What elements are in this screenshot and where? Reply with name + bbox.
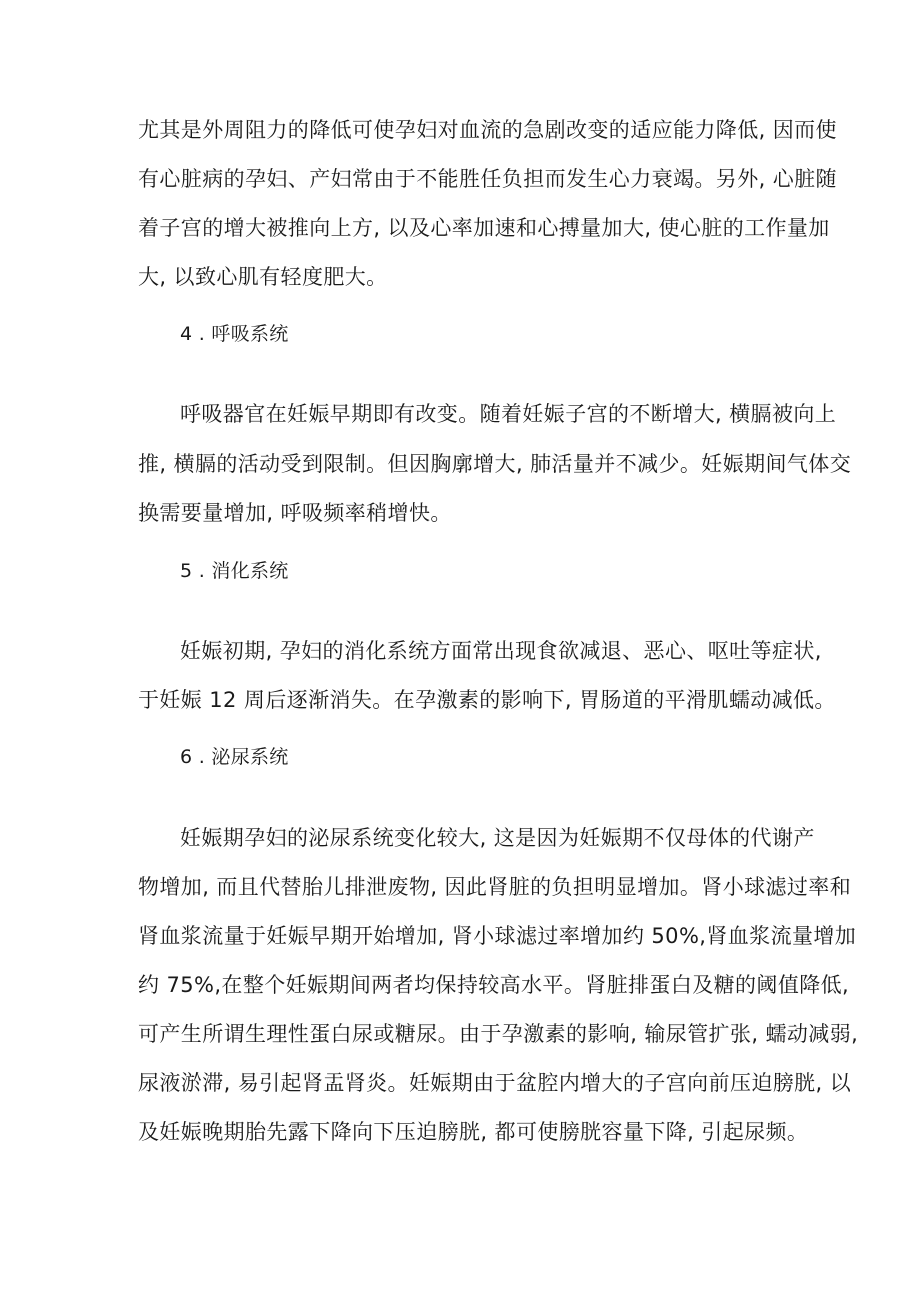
- paragraph-line: 于妊娠 12 周后逐渐消失。在孕激素的影响下, 胃肠道的平滑肌蠕动减低。: [138, 688, 836, 712]
- section-heading-urinary: 6 . 泌尿系统: [180, 746, 289, 768]
- paragraph-line: 推, 横膈的活动受到限制。但因胸廓增大, 肺活量并不减少。妊娠期间气体交: [138, 452, 852, 476]
- paragraph-line: 及妊娠晚期胎先露下降向下压迫膀胱, 都可使膀胱容量下降, 引起尿频。: [138, 1120, 809, 1144]
- paragraph-line: 妊娠初期, 孕妇的消化系统方面常出现食欲减退、恶心、呕吐等症状,: [180, 639, 822, 663]
- paragraph-line: 尤其是外周阻力的降低可使孕妇对血流的急剧改变的适应能力降低, 因而使: [138, 118, 837, 142]
- paragraph-line: 妊娠期孕妇的泌尿系统变化较大, 这是因为妊娠期不仅母体的代谢产: [180, 826, 815, 850]
- paragraph-line: 大, 以致心肌有轻度肥大。: [138, 265, 388, 289]
- paragraph-line: 物增加, 而且代替胎儿排泄废物, 因此肾脏的负担明显增加。肾小球滤过率和: [138, 875, 852, 899]
- section-heading-respiratory: 4 . 呼吸系统: [180, 323, 289, 345]
- paragraph-line: 换需要量增加, 呼吸频率稍增快。: [138, 501, 452, 525]
- paragraph-line: 约 75%,在整个妊娠期间两者均保持较高水平。肾脏排蛋白及糖的阈值降低,: [138, 973, 850, 997]
- paragraph-line: 有心脏病的孕妇、产妇常由于不能胜任负担而发生心力衰竭。另外, 心脏随: [138, 167, 837, 191]
- paragraph-line: 尿液淤滞, 易引起肾盂肾炎。妊娠期由于盆腔内增大的子宫向前压迫膀胱, 以: [138, 1071, 852, 1095]
- paragraph-line: 可产生所谓生理性蛋白尿或糖尿。由于孕激素的影响, 输尿管扩张, 蠕动减弱,: [138, 1022, 859, 1046]
- section-heading-digestive: 5 . 消化系统: [180, 560, 289, 582]
- paragraph-line: 着子宫的增大被推向上方, 以及心率加速和心搏量加大, 使心脏的工作量加: [138, 216, 830, 240]
- paragraph-line: 呼吸器官在妊娠早期即有改变。随着妊娠子宫的不断增大, 横膈被向上: [180, 402, 837, 426]
- paragraph-line: 肾血浆流量于妊娠早期开始增加, 肾小球滤过率增加约 50%,肾血浆流量增加: [138, 924, 857, 948]
